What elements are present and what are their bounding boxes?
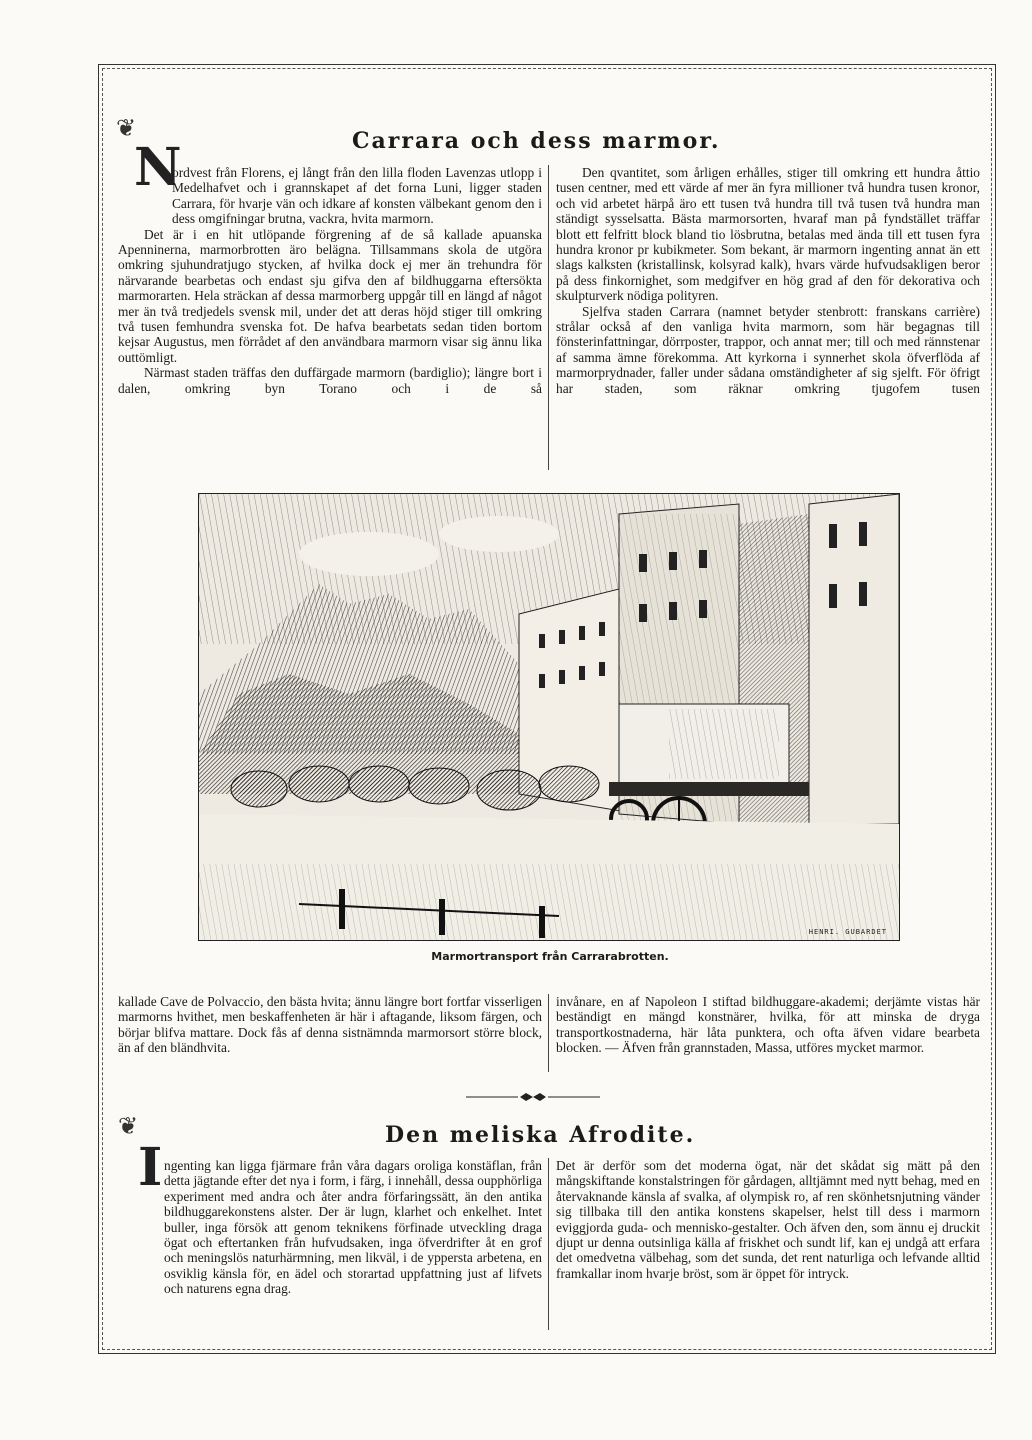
article-title: Carrara och dess marmor.: [352, 128, 721, 154]
floral-ornament-icon: ❦: [116, 116, 137, 142]
engraving-illustration: [198, 493, 900, 941]
paragraph: Det är i en hit utlöpande förgrening af de så kallade apuanska Apenninerna, marmorbrotten äro belägna. Tillsammans skola de utgöra omkring sjuhundratjugo stycken, af hvilka dock ej mer än trehundra för närvarande bearbetas och endast sju gifva den af bildhuggarna eftersökta marmorarten. Hela sträckan af dessa marmorberg uppgår till en längd af något mer än två tredjedels svensk mil, under det att deras höjd stiger till omkring två tusen femhundra svenska fot. De hafva bearbetats sedan tiden bortom kejsar Augustus, men förrådet af den användbara marmorn visar sig ännu lika outtömligt.: [118, 226, 542, 365]
column-divider: [548, 165, 549, 470]
paragraph: Det är derför som det moderna ögat, när det skådat sig mätt på den mångskiftande konstalstringen för gårdagen, alltjämnt med nytt behag, med en återvaknande känsla af svalka, af olympisk ro, af ren skönhetsnjutning vänder sig tillbaka till den antika konstens skapelser, helst till dess i marmorn eviggjorda guda- och mennisko-gestalter. Och äfven den, som ännu ej druckit djupt ur denna outsinliga källa af friskhet och sundt lif, kan ej undgå att erfara det omedvetna välbehag, som det sunda, det rent naturliga och lefvande alltid framkallar inom hvarje bröst, som är öppet för intryck.: [556, 1158, 980, 1281]
article-column-left-continued: [118, 994, 542, 1056]
paragraph: Den qvantitet, som årligen erhålles, stiger till omkring ett hundra åttio tusen centner, med ett värde af mer än fyra millioner två hundra tusen kronor, och vid arbetet härpå äro ett tusen två hundra till två tusen två hundra man ständigt sysselsatta. Bästa marmorsorten, hvaraf man på fyndstället träffar blott ett felfritt block bland tio lösbrutna, betalas med ända till ett tusen fyra hundra kronor pr kubikmeter. Som bekant, är marmorn ingenting annat än ett slags kalksten (kristallinsk, kolsyrad kalk), hvars värde hufvudsakligen beror på dess finkornighet, som medgifver en hög grad af den för dekorativa och skulpturverk nödiga polityren.: [556, 165, 980, 304]
paragraph: ngenting kan ligga fjärmare från våra dagars oroliga konstäflan, från detta jägtande efter det nya i form, i färg, i innehåll, dessa oupphörliga experiment med andra och åter andra förfaringssätt, än den antika bildhuggarekonstens alster. Der är lugn, klarhet och enkelhet. Intet buller, inga försök att genom teknikens förfinade utveckling draga ögat och eftertanken från hufvudsaken, inga öfverdrifter åt en grof och meningslös naturhärmning, men likväl, i de yppersta arbetena, en osviklig känsla för, en ädel och storartad uppfattning just af lifvets och naturens egna drag.: [164, 1158, 542, 1297]
paragraph: Närmast staden träffas den duffärgade marmorn (bardiglio); längre bort i dalen, omkring byn Torano och i de så: [118, 365, 542, 396]
drop-cap-initial: I: [138, 1137, 163, 1198]
article-column-right: [556, 165, 980, 396]
paragraph: invånare, en af Napoleon I stiftad bildhuggare-akademi; derjämte vistas här beständigt en mängd konstnärer, hvilka, för att minska de dryga transportkostnaderna, här låta punktera, och ofta äfven vidare bearbeta blocken. — Äfven från grannstaden, Massa, utföres mycket marmor.: [556, 994, 980, 1056]
column-divider: [548, 994, 549, 1072]
article-title: Den meliska Afrodite.: [385, 1122, 696, 1148]
floral-ornament-icon: ❦: [118, 1114, 139, 1140]
figure-caption: Marmortransport från Carrarabrotten.: [431, 950, 669, 963]
article-column-right-continued: [556, 994, 980, 1056]
paragraph: ordvest från Florens, ej långt från den lilla floden Lavenzas utlopp i Medelhafvet och i grannskapet af det forna Luni, ligger staden Carrara, för hvarje vän och idkare af konsten välbekant genom den i dess omgifningar brutna, vackra, hvita marmorn.: [172, 165, 542, 227]
drop-cap-initial: N: [134, 137, 182, 198]
paragraph: Sjelfva staden Carrara (namnet betyder stenbrott: franskans carrière) strålar också af den vanliga hvita marmorn, som här begagnas till fönsterinfattningar, dörrposter, trappor, och annat mer; till och med rännstenar af samma ämne förekomma. Att kyrkorna i synnerhet skola öfverflöda af marmorprydnader, faller under sådana omständigheter af sig sjelft. För öfrigt har staden, som räknar omkring tjugofem tusen: [556, 303, 980, 396]
column-divider: [548, 1158, 549, 1330]
engraver-signature: HENRI. GUBARDET: [808, 928, 887, 936]
article-column-right: [556, 1158, 980, 1281]
paragraph: kallade Cave de Polvaccio, den bästa hvita; ännu längre bort fortfar visserligen marmorns hvithet, men beskaffenheten är här i aftagande, liksom färgen, och börjar blifva mattare. Dock fås af denna sistnämnda marmorsort större block, än af den bländhvita.: [118, 994, 542, 1056]
article-column-left: [118, 1158, 542, 1297]
section-separator-ornament: [466, 1090, 600, 1104]
article-column-left: [118, 165, 542, 396]
